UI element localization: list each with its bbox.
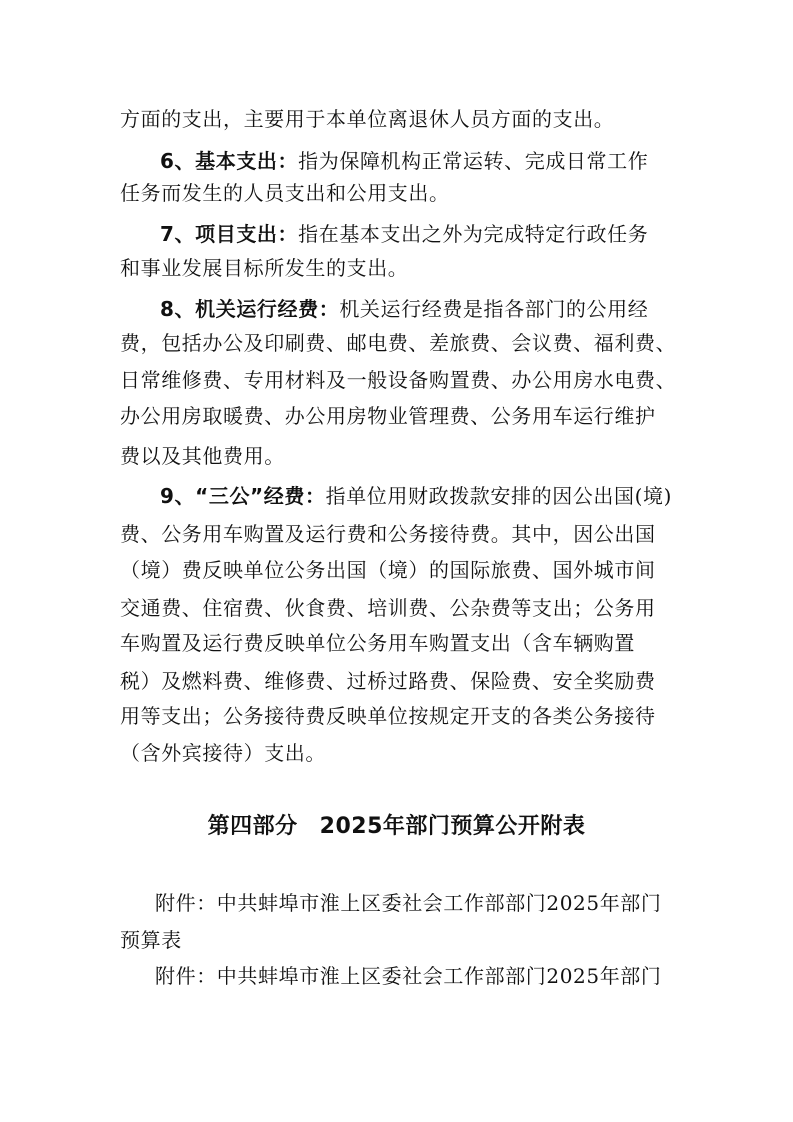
section-part-label: 第四部分	[207, 814, 298, 839]
paragraph-9-line-6: 税）及燃料费、维修费、过桥过路费、保险费、安全奖励费	[120, 669, 656, 693]
attachment-1-line-2: 预算表	[120, 928, 182, 952]
term-project-expenditure: 7、项目支出：	[160, 222, 299, 246]
paragraph-8-line-4: 办公用房取暖费、办公用房物业管理费、公务用车运行维护	[120, 404, 656, 428]
paragraph-9-line-2: 费、公务用车购置及运行费和公务接待费。其中，因公出国	[120, 522, 656, 546]
paragraph-9-line-4: 交通费、住宿费、伙食费、培训费、公杂费等支出；公务用	[120, 596, 656, 620]
paragraph-9-line-1	[160, 484, 672, 508]
paragraph-8-line-5: 费以及其他费用。	[120, 444, 285, 468]
paragraph-7-line-1	[160, 222, 648, 246]
paragraph-5-tail: 方面的支出，主要用于本单位离退休人员方面的支出。	[120, 107, 615, 131]
paragraph-6-line-2: 任务而发生的人员支出和公用支出。	[120, 181, 450, 205]
attachment-1-line-1: 附件：中共蚌埠市淮上区委社会工作部部门2025年部门	[155, 891, 662, 915]
paragraph-8-line-3: 日常维修费、专用材料及一般设备购置费、办公用房水电费、	[120, 368, 677, 392]
paragraph-8-line-2: 费，包括办公及印刷费、邮电费、差旅费、会议费、福利费、	[120, 331, 677, 355]
paragraph-9-line-5: 车购置及运行费反映单位公务用车购置支出（含车辆购置	[120, 631, 635, 655]
section-heading	[0, 813, 793, 841]
term-three-public-expenses: 9、“三公”经费：	[160, 484, 326, 508]
term-agency-operating-expenses: 8、机关运行经费：	[160, 297, 340, 321]
definition-text: 指单位用财政拨款安排的因公出国(境)	[325, 484, 673, 508]
paragraph-8-line-1	[160, 297, 648, 321]
definition-text: 机关运行经费是指各部门的公用经	[339, 297, 649, 321]
paragraph-6-line-1	[160, 149, 648, 173]
paragraph-9-line-7: 用等支出；公务接待费反映单位按规定开支的各类公务接待	[120, 704, 656, 728]
definition-text: 指在基本支出之外为完成特定行政任务	[298, 222, 649, 246]
paragraph-9-line-3: （境）费反映单位公务出国（境）的国际旅费、国外城市间	[120, 558, 656, 582]
definition-text: 指为保障机构正常运转、完成日常工作	[298, 149, 649, 173]
paragraph-9-line-8: （含外宾接待）支出。	[120, 741, 326, 765]
paragraph-7-line-2: 和事业发展目标所发生的支出。	[120, 256, 409, 280]
term-basic-expenditure: 6、基本支出：	[160, 149, 299, 173]
attachment-2-line-1: 附件：中共蚌埠市淮上区委社会工作部部门2025年部门	[155, 964, 662, 988]
section-title: 2025年部门预算公开附表	[319, 814, 586, 839]
